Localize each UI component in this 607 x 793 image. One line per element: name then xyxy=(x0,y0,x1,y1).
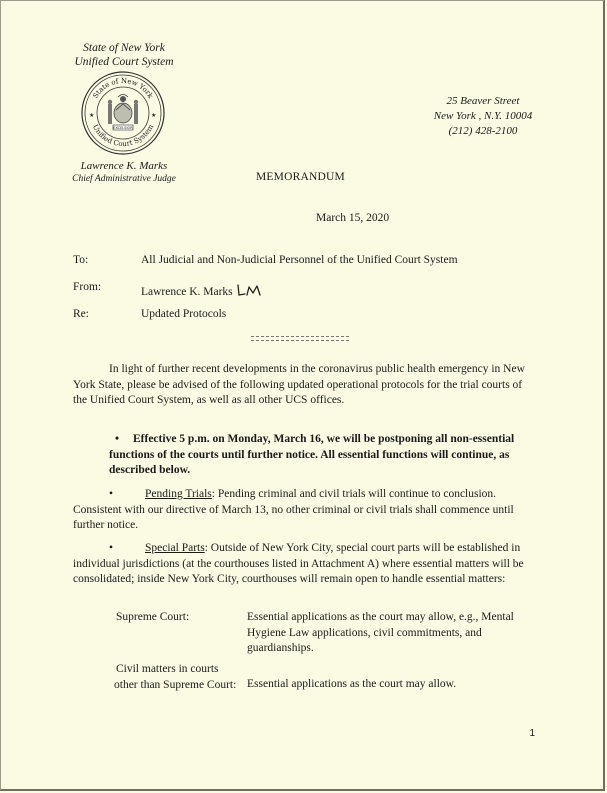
civil-matters-label xyxy=(116,662,236,693)
handwritten-initials xyxy=(236,283,264,300)
address-phone: (212) 428-2100 xyxy=(448,125,518,137)
signature-initials-icon xyxy=(236,283,264,297)
to-label: To: xyxy=(73,254,89,266)
seal-bottom-text: Unified Court System xyxy=(90,123,156,149)
from-value xyxy=(141,281,264,298)
bullet-icon: • xyxy=(109,542,114,554)
special-parts-heading: Special Parts xyxy=(145,542,205,554)
bullet-icon: • xyxy=(115,433,120,445)
address-line1: 25 Beaver Street xyxy=(446,95,520,107)
civil-matters-label-line2: other than Supreme Court: xyxy=(114,678,237,691)
svg-text:★: ★ xyxy=(151,113,157,119)
judge-title: Chief Administrative Judge xyxy=(72,174,176,184)
bullet-effective-date xyxy=(109,432,533,479)
svg-text:★: ★ xyxy=(89,113,95,119)
address-line2: New York , N.Y. 10004 xyxy=(433,110,533,122)
seal-top-text: State of New York xyxy=(91,76,155,100)
address-block xyxy=(408,94,558,139)
re-value: Updated Protocols xyxy=(141,308,227,320)
bullet2-text: : Pending criminal and civil trials will continue to conclusion. Consistent with our directive of March 13, no other criminal or civil trials shall commence until further notice. xyxy=(73,488,514,531)
seal-motto: EXCELSIOR xyxy=(113,126,133,130)
intro-paragraph: In light of further recent developments in the coronavirus public health emergency in New York State, please be advised of the following updated operational protocols for the trial courts of the Unified Court System, as well as all other UCS offices. xyxy=(73,363,525,406)
from-name: Lawrence K. Marks xyxy=(141,286,233,298)
bullet-pending-trials xyxy=(73,487,533,534)
civil-matters-label-line1: Civil matters in courts xyxy=(116,663,219,675)
re-label: Re: xyxy=(73,308,89,320)
supreme-court-label: Supreme Court: xyxy=(116,611,190,623)
bullet-special-parts xyxy=(73,541,533,588)
bullet3-text: : Outside of New York City, special court parts will be established in individual jurisdictions (at the courthouses listed in Attachment A) where essential matters will be consolidated; inside New York City, courthouses will remain open to handle essential matters: xyxy=(73,542,524,585)
pending-trials-heading: Pending Trials xyxy=(145,488,212,500)
supreme-court-value: Essential applications as the court may allow, e.g., Mental Hygiene Law applications, civil commitments, and guardianships. xyxy=(247,611,514,654)
court-seal xyxy=(80,70,166,156)
court-name xyxy=(64,41,184,69)
memo-title: MEMORANDUM xyxy=(256,171,345,183)
from-label: From: xyxy=(73,281,102,293)
to-value: All Judicial and Non-Judicial Personnel of the Unified Court System xyxy=(141,254,458,266)
bullet-icon: • xyxy=(109,488,114,500)
court-name-line2: Unified Court System xyxy=(74,56,174,68)
judge-name: Lawrence K. Marks xyxy=(80,160,168,172)
section-divider xyxy=(251,336,349,341)
bullet1-text: Effective 5 p.m. on Monday, March 16, we will be postponing all non-essential functions of the courts until further notice. All essential functions will continue, as described below. xyxy=(109,433,515,476)
seal-emblem-icon xyxy=(80,70,166,156)
memo-date: March 15, 2020 xyxy=(316,212,390,224)
court-name-line1: State of New York xyxy=(83,42,165,54)
judge-block xyxy=(64,160,184,185)
civil-matters-value: Essential applications as the court may allow. xyxy=(247,678,457,690)
page-number: 1 xyxy=(529,728,535,739)
